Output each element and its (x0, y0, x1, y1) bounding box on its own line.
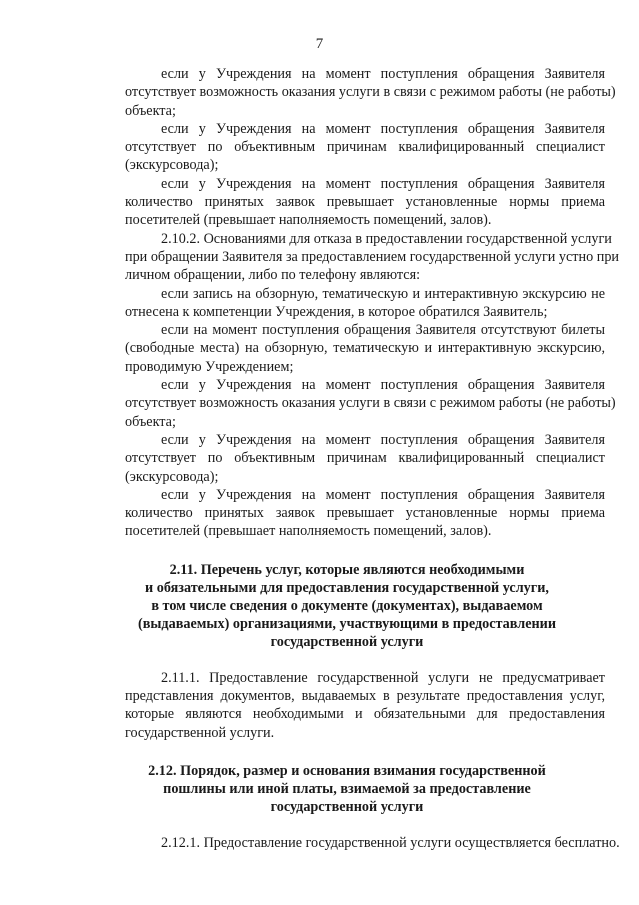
text-line: отсутствует по объективным причинам квалифицированный специалист (125, 139, 605, 156)
paragraph-no-tickets (89, 321, 605, 376)
text-line: личном обращении, либо по телефону являются: (125, 267, 421, 284)
heading-line: 2.11. Перечень услуг, которые являются необходимыми (169, 561, 525, 578)
text-line: посетителей (превышает наполняемость помещений, залов). (125, 212, 492, 229)
text-line: 2.12.1. Предоставление государственной услуги осуществляется бесплатно. (161, 834, 620, 851)
text-line: количество принятых заявок превышает установленные нормы приема (125, 194, 605, 211)
text-line: отсутствует возможность оказания услуги в связи с режимом работы (не работы) (125, 395, 616, 412)
text-line: отсутствует по объективным причинам квалифицированный специалист (125, 450, 605, 467)
paragraph-no-possibility-2 (89, 376, 616, 431)
heading-line: государственной услуги (270, 798, 424, 815)
text-line: если у Учреждения на момент поступления обращения Заявителя (161, 486, 605, 503)
paragraph-2-12-1 (89, 834, 620, 852)
paragraph-no-possibility-1 (89, 65, 616, 120)
section-heading-2-12 (89, 762, 605, 816)
paragraph-not-competence (89, 285, 605, 322)
text-line: если у Учреждения на момент поступления обращения Заявителя (161, 66, 605, 82)
heading-line: 2.12. Порядок, размер и основания взимания государственной (148, 762, 546, 779)
heading-line: пошлины или иной платы, взимаемой за предоставление (163, 780, 531, 797)
text-line: проводимую Учреждением; (125, 358, 294, 375)
text-line: если у Учреждения на момент поступления обращения Заявителя (161, 120, 605, 137)
text-line: (экскурсовода); (125, 157, 219, 174)
paragraph-no-specialist-1 (89, 120, 605, 175)
paragraph-2-10-2 (89, 230, 620, 285)
section-heading-2-11 (89, 561, 605, 651)
text-line: (свободные места) на обзорную, тематическую и интерактивную экскурсию, (125, 340, 605, 357)
document-body (89, 65, 620, 852)
text-line: которые являются необходимыми и обязательными для предоставления (125, 706, 605, 723)
text-line: если у Учреждения на момент поступления обращения Заявителя (161, 377, 605, 394)
text-line: если у Учреждения на момент поступления обращения Заявителя (161, 431, 605, 448)
text-line: 2.11.1. Предоставление государственной услуги не предусматривает (161, 669, 605, 686)
text-line: (экскурсовода); (125, 468, 219, 485)
text-line: 2.10.2. Основаниями для отказа в предоставлении государственной услуги (161, 230, 612, 247)
paragraph-2-11-1 (89, 669, 605, 742)
page-number: 7 (315, 36, 324, 52)
text-line: количество принятых заявок превышает установленные нормы приема (125, 505, 605, 522)
text-line: отсутствует возможность оказания услуги в связи с режимом работы (не работы) (125, 84, 616, 101)
text-line: если на момент поступления обращения Заявителя отсутствуют билеты (161, 322, 605, 339)
text-line: отнесена к компетенции Учреждения, в которое обратился Заявитель; (125, 303, 548, 320)
heading-line: в том числе сведения о документе (документах), выдаваемом (151, 597, 543, 614)
heading-line: государственной услуги (270, 633, 424, 650)
text-line: объекта; (125, 102, 176, 119)
text-line: объекта; (125, 413, 176, 430)
heading-line: и обязательными для предоставления государственной услуги, (145, 579, 549, 596)
text-line: представления документов, выдаваемых в результате предоставления услуг, (125, 688, 605, 705)
heading-line: (выдаваемых) организациями, участвующими в предоставлении (137, 615, 557, 632)
paragraph-no-specialist-2 (89, 431, 605, 486)
text-line: при обращении Заявителя за предоставлением государственной услуги устно при (125, 248, 620, 265)
text-line: посетителей (превышает наполняемость помещений, залов). (125, 523, 492, 540)
paragraph-over-capacity-1 (89, 175, 605, 230)
text-line: если у Учреждения на момент поступления обращения Заявителя (161, 175, 605, 192)
text-line: государственной услуги. (125, 724, 275, 741)
paragraph-over-capacity-2 (89, 486, 605, 541)
text-line: если запись на обзорную, тематическую и интерактивную экскурсию не (161, 285, 605, 302)
